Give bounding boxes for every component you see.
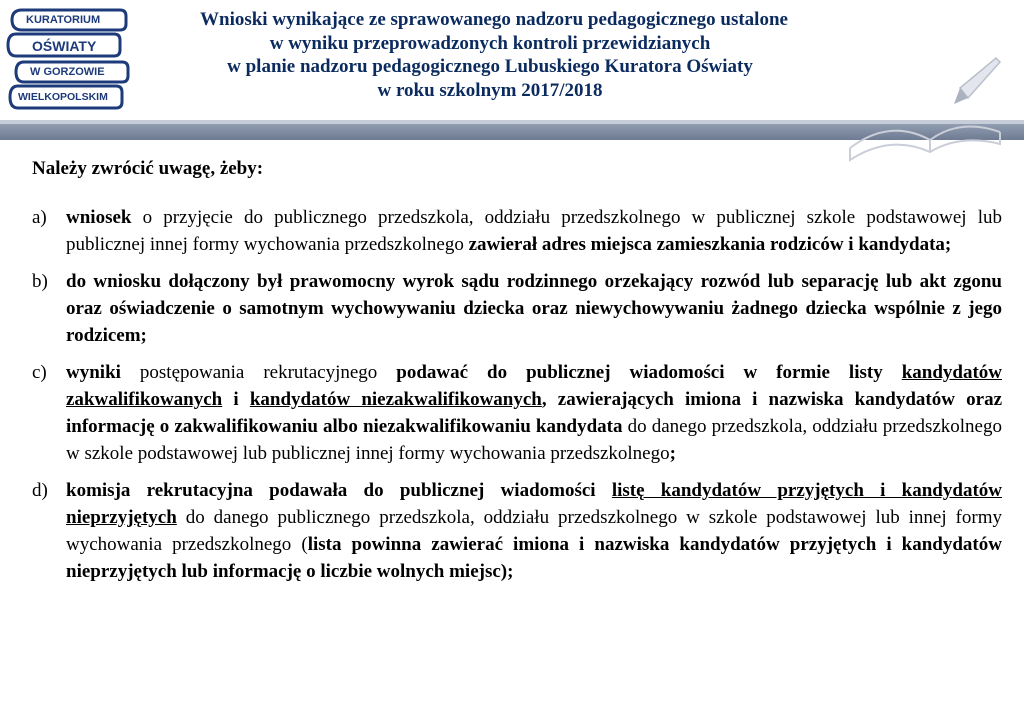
recommendations-list [32, 204, 1002, 595]
list-item-d [32, 477, 1002, 585]
logo-line-3: W GORZOWIE [30, 66, 105, 78]
title-line-2: w wyniku przeprowadzonych kontroli przewidzianych [269, 32, 711, 54]
logo-line-4: WIELKOPOLSKIM [18, 91, 108, 103]
slide-title [200, 8, 788, 102]
logo-line-1: KURATORIUM [26, 14, 101, 26]
pen-and-book-icon [810, 48, 1010, 168]
title-line-1: Wnioski wynikające ze sprawowanego nadzoru pedagogicznego ustalone [200, 9, 788, 30]
item-text: komisja rekrutacyjna podawała do publicznej wiadomości listę kandydatów przyjętych i kandydatów nieprzyjętych do danego publicznego przedszkola, oddziału przedszkolnego w szkole podstawowej lub innej formy wychowania przedszkolnego (lista powinna zawierać imiona i nazwiska kandydatów przyjętych i kandydatów nieprzyjętych lub informację o liczbie wolnych miejsc); [66, 480, 1002, 582]
title-line-4: w roku szkolnym 2017/2018 [377, 79, 603, 101]
title-line-3: w planie nadzoru pedagogicznego Lubuskiego Kuratora Oświaty [227, 56, 753, 77]
logo-line-2: OŚWIATY [32, 38, 97, 54]
lead-text: Należy zwrócić uwagę, żeby: [32, 158, 264, 179]
item-letter: b) [32, 271, 48, 292]
item-letter: d) [32, 480, 48, 501]
item-text: wyniki postępowania rekrutacyjnego podawać do publicznej wiadomości w formie listy kandydatów zakwalifikowanych i kandydatów niezakwalifikowanych, zawierających imiona i nazwiska kandydatów oraz informację o zakwalifikowaniu albo niezakwalifikowaniu kandydata do danego przedszkola, oddziału przedszkolnego w szkole podstawowej lub publicznej innej formy wychowania przedszkolnego; [66, 362, 1003, 464]
item-letter: c) [32, 362, 47, 383]
list-item-c [32, 359, 1002, 467]
list-item-b [32, 268, 1002, 349]
item-text: wniosek o przyjęcie do publicznego przedszkola, oddziału przedszkolnego w publicznej szkole podstawowej lub publicznej innej formy wychowania przedszkolnego zawierał adres miejsca zamieszkania rodziców i kandydata; [66, 207, 1002, 255]
item-letter: a) [32, 207, 47, 228]
item-text: do wniosku dołączony był prawomocny wyrok sądu rodzinnego orzekający rozwód lub separację lub akt zgonu oraz oświadczenie o samotnym wychowywaniu dziecka oraz niewychowywaniu żadnego dziecka wspólnie z jego rodzicem; [66, 271, 1002, 346]
kuratorium-logo [4, 4, 130, 114]
list-item-a [32, 204, 1002, 258]
